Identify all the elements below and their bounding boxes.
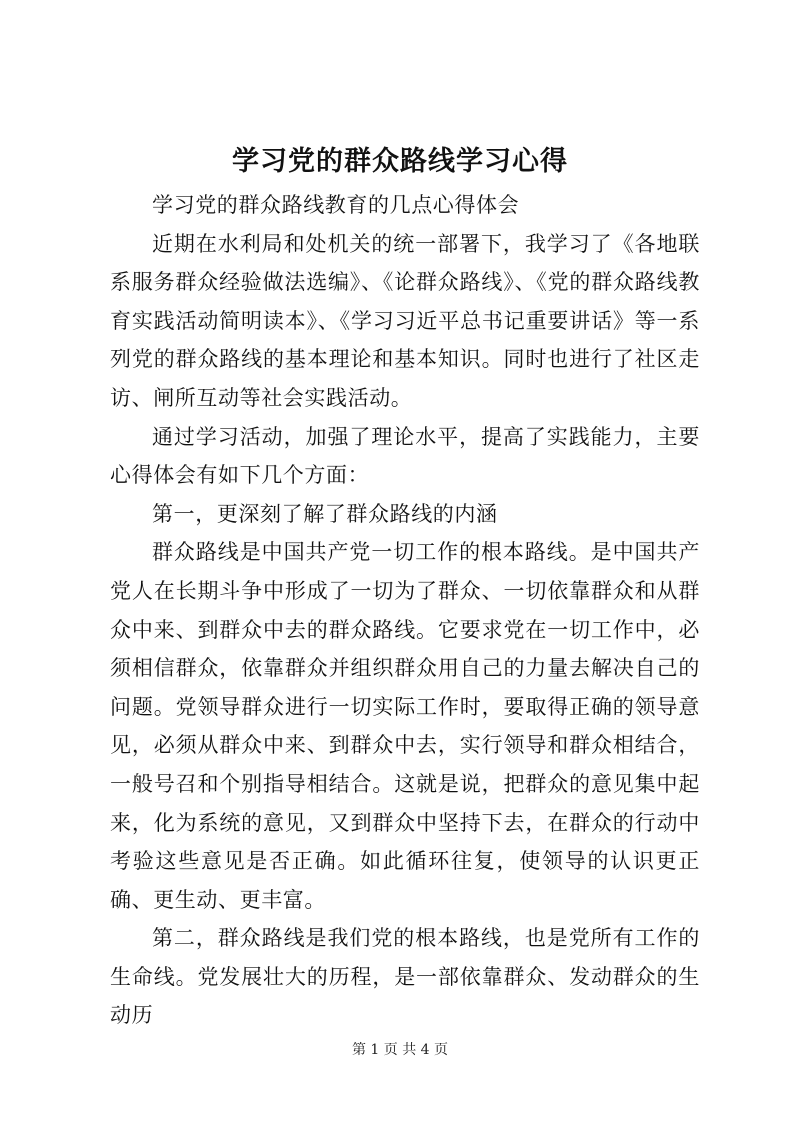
paragraph-study-intro: 近期在水利局和处机关的统一部署下，我学习了《各地联系服务群众经验做法选编》、《论群众路线》、《党的群众路线教育实践活动简明读本》、《学习习近平总书记重要讲话》等一系列党的群众路线的基本理论和基本知识。同时也进行了社区走访、闸所互动等社会实践活动。: [110, 231, 700, 410]
paragraph-subtitle: 学习党的群众路线教育的几点心得体会: [152, 193, 520, 217]
paragraph-point-two: 第二，群众路线是我们党的根本路线，也是党所有工作的生命线。党发展壮大的历程，是一部依靠群众、发动群众的生动历: [110, 926, 700, 1028]
paragraph-summary: 通过学习活动，加强了理论水平，提高了实践能力，主要心得体会有如下几个方面：: [110, 424, 700, 488]
page-number-footer: 第 1 页 共 4 页: [351, 1042, 449, 1058]
paragraph-point-one-heading: 第一，更深刻了解了群众路线的内涵: [152, 501, 498, 526]
document-title: 学习党的群众路线学习心得: [232, 146, 568, 177]
paragraph-mass-line-definition: 群众路线是中国共产党一切工作的根本路线。是中国共产党人在长期斗争中形成了一切为了群众、一切依靠群众和从群众中来、到群众中去的群众路线。它要求党在一切工作中，必须相信群众，依靠群众并组织群众用自己的力量去解决自己的问题。党领导群众进行一切实际工作时，要取得正确的领导意见，必须从群众中来、到群众中去，实行领导和群众相结合，一般号召和个别指导相结合。这就是说，把群众的意见集中起来，化为系统的意见，又到群众中坚持下去，在群众的行动中考验这些意见是否正确。如此循环往复，使领导的认识更正确、更生动、更丰富。: [110, 540, 700, 912]
document-body: [110, 186, 700, 1035]
